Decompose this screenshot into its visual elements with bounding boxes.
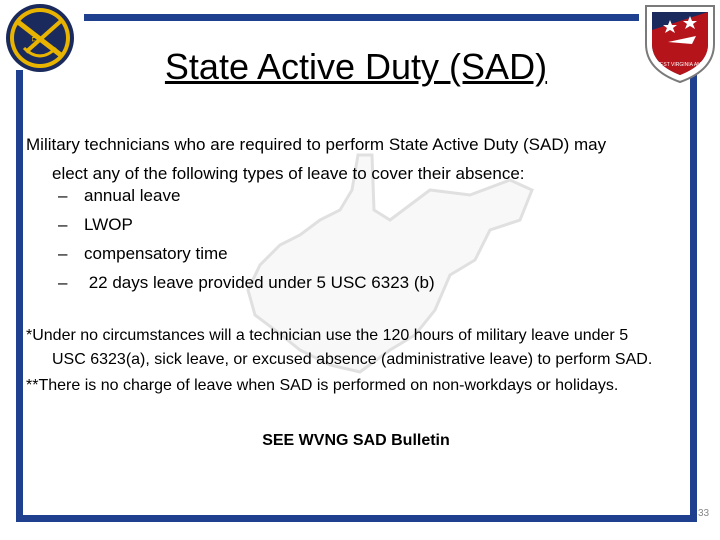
list-item xyxy=(58,239,435,268)
border-bottom xyxy=(16,515,697,522)
military-leave-note xyxy=(26,324,696,372)
note-line-2: USC 6323(a), sick leave, or excused absence (administrative leave) to perform SAD. xyxy=(52,351,653,368)
leave-type-label: LWOP xyxy=(84,215,133,234)
intro-line-2: elect any of the following types of leave to cover their absence: xyxy=(52,164,525,183)
svg-text:WEST VIRGINIA ANG: WEST VIRGINIA ANG xyxy=(655,62,705,68)
page-number: 33 xyxy=(698,508,710,519)
leave-type-label: 22 days leave provided under 5 USC 6323 (b) xyxy=(84,273,435,292)
list-item xyxy=(58,210,435,239)
dash-bullet: – xyxy=(58,244,68,263)
border-top xyxy=(84,14,639,21)
intro-paragraph xyxy=(26,130,676,188)
dash-bullet: – xyxy=(58,186,68,205)
note-line-1: *Under no circumstances will a technician use the 120 hours of military leave under 5 xyxy=(26,327,629,344)
svg-text:5: 5 xyxy=(31,35,38,50)
leave-type-label: annual leave xyxy=(84,186,181,205)
leave-types-list xyxy=(58,181,435,297)
dash-bullet: – xyxy=(58,215,68,234)
slide-title: State Active Duty (SAD) xyxy=(164,46,548,87)
leave-type-label: compensatory time xyxy=(84,244,228,263)
border-right xyxy=(690,70,697,522)
no-charge-note: **There is no charge of leave when SAD is performed on non-workdays or holidays. xyxy=(26,377,619,394)
intro-line-1: Military technicians who are required to perform State Active Duty (SAD) may xyxy=(26,135,607,154)
bulletin-reference: SEE WVNG SAD Bulletin xyxy=(262,432,450,449)
list-item xyxy=(58,181,435,210)
border-left xyxy=(16,70,23,522)
list-item xyxy=(58,268,435,297)
dash-bullet: – xyxy=(58,273,68,292)
